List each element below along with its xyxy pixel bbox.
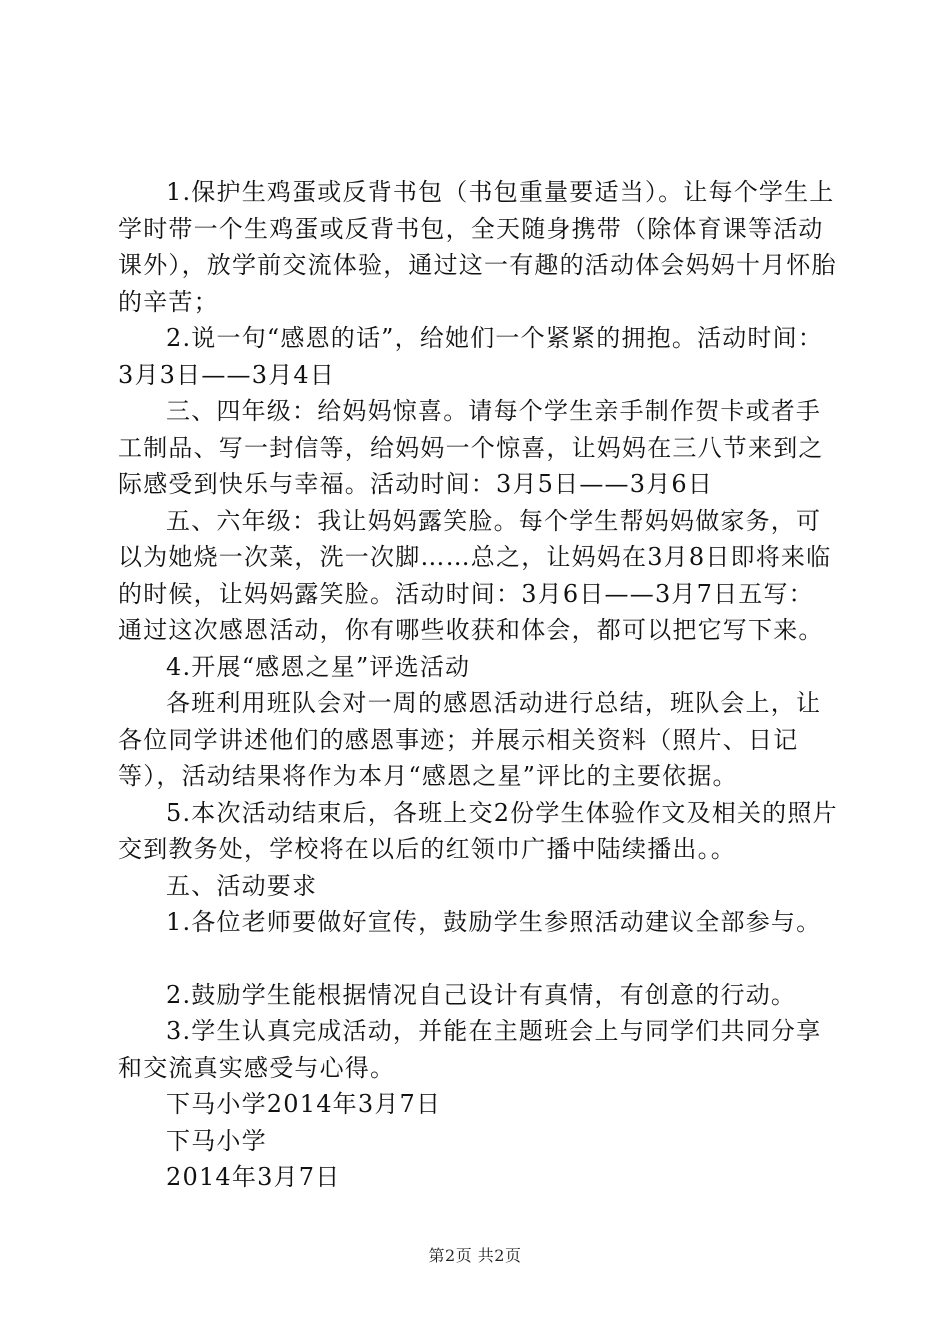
signature-school-name: 下马小学 (166, 1126, 267, 1155)
paragraph-requirement-3: 3.学生认真完成活动，并能在主题班会上与同学们共同分享和交流真实感受与心得。 (118, 1017, 822, 1082)
section-heading-requirements: 五、活动要求 (166, 871, 318, 900)
blank-line (118, 941, 838, 977)
paragraph-activity-5: 5.本次活动结束后，各班上交2份学生体验作文及相关的照片交到教务处，学校将在以后的红领巾广播中陆续播出。。 (118, 798, 838, 863)
page-number-footer: 第2页 共2页 (428, 1246, 522, 1265)
paragraph-star-selection-heading: 4.开展“感恩之星”评选活动 (166, 652, 471, 681)
paragraph-activity-1: 1.保护生鸡蛋或反背书包（书包重量要适当）。让每个学生上学时带一个生鸡蛋或反背书包，全天随身携带（除体育课等活动课外），放学前交流体验，通过这一有趣的活动体会妈妈十月怀胎的辛苦； (118, 178, 837, 316)
signature-line-combined: 下马小学2014年3月7日 (166, 1090, 442, 1118)
paragraph-grade-3-4: 三、四年级：给妈妈惊喜。请每个学生亲手制作贺卡或者手工制品、写一封信等，给妈妈一个惊喜，让妈妈在三八节来到之际感受到快乐与幸福。活动时间：3月5日——3月6日 (118, 397, 824, 498)
signature-date: 2014年3月7日 (166, 1163, 341, 1191)
paragraph-activity-2: 2.说一句“感恩的话”，给她们一个紧紧的拥抱。活动时间：3月3日——3月4日 (118, 324, 824, 389)
paragraph-grade-5-6: 五、六年级：我让妈妈露笑脸。每个学生帮妈妈做家务，可以为她烧一次菜，洗一次脚……总之，让妈妈在3月8日即将来临的时候，让妈妈露笑脸。活动时间：3月6日——3月7日五写：通过这次感恩活动，你有哪些收获和体会，都可以把它写下来。 (118, 506, 832, 644)
paragraph-requirement-2: 2.鼓励学生能根据情况自己设计有真情，有创意的行动。 (166, 980, 797, 1009)
paragraph-star-selection: 各班利用班队会对一周的感恩活动进行总结，班队会上，让各位同学讲述他们的感恩事迹；并展示相关资料（照片、日记等），活动结果将作为本月“感恩之星”评比的主要依据。 (118, 689, 822, 790)
paragraph-requirement-1: 1.各位老师要做好宣传，鼓励学生参照活动建议全部参与。 (166, 908, 822, 936)
document-body (118, 174, 838, 1196)
